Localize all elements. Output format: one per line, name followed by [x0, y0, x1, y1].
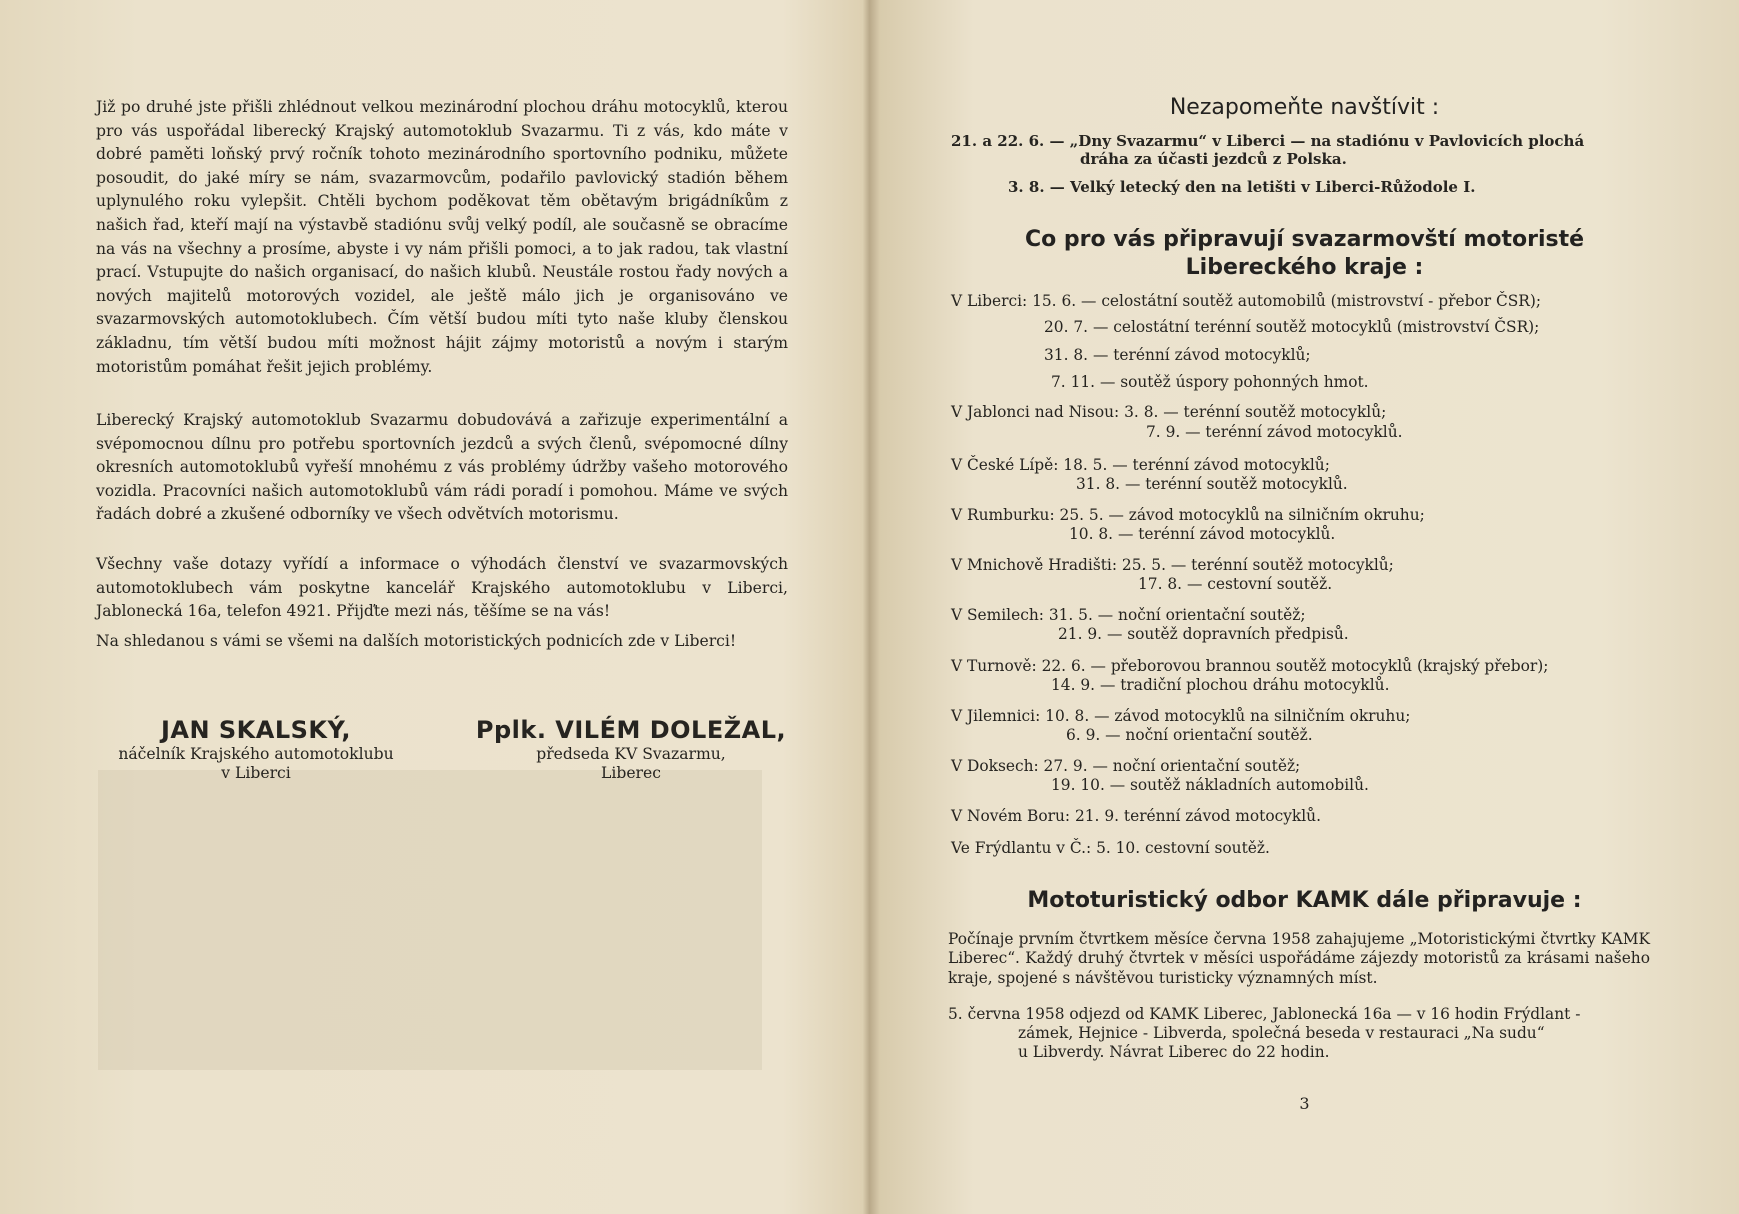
kamk-trip-line: u Libverdy. Návrat Liberec do 22 hodin. — [1018, 1043, 1330, 1061]
schedule-line: 7. 11. — soutěž úspory pohonných hmot. — [1051, 373, 1369, 391]
schedule-line: 31. 8. — terénní závod motocyklů; — [1044, 346, 1311, 364]
intro-paragraph: Již po druhé jste přišli zhlédnout velkou mezinárodní plochou dráhu motocyklů, kterou pro vás uspořádal liberecký Krajský automotoklub Svazarmu. Ti z vás, kdo máte v dobré paměti loňský prvý ročník tohoto mezinárodního sportovního podniku, můžete posoudit, do jaké míry se nám, svazarmovcům, podařilo pavlovický stadión během uplynulého roku vylepšit. Chtěli bychom poděkovat těm obětavým brigádníkům z našich řad, kteří mají na výstavbě stadiónu svůj velký podíl, ale současně se obracíme na vás na všechny a prosíme, abyste i vy nám přišli pomoci, a to jak radou, tak vlastní prací. Vstupujte do našich organisací, do našich klubů. Neustále rostou řady nových a nových majitelů motorových vozidel, ale ještě málo jich je organisováno ve svazarmovských automotoklubech. Čím větší budou míti tyto naše kluby členskou základnu, tím větší budou míti možnost hájit zájmy motoristů a novým i starým motoristům pomáhat řešit jejich problémy. — [96, 98, 788, 376]
schedule-line: Ve Frýdlantu v Č.: 5. 10. cestovní soutěž. — [951, 839, 1270, 857]
kamk-trip-line: zámek, Hejnice - Libverda, společná beseda v restauraci „Na sudu“ — [1018, 1024, 1545, 1042]
heading-prepare: Co pro vás připravují svazarmovští motoristé — [1024, 227, 1585, 252]
schedule-line: 19. 10. — soutěž nákladních automobilů. — [1051, 776, 1369, 794]
schedule-line: 17. 8. — cestovní soutěž. — [1138, 575, 1333, 593]
page-number: 3 — [1299, 1094, 1310, 1113]
schedule-line: 20. 7. — celostátní terénní soutěž motocyklů (mistrovství ČSR); — [1044, 318, 1540, 336]
heading-prepare-region: Libereckého kraje : — [1185, 255, 1424, 280]
signature-name: Pplk. VILÉM DOLEŽAL, — [475, 716, 787, 744]
schedule-line: 6. 9. — noční orientační soutěž. — [1066, 726, 1313, 744]
visit-item: 21. a 22. 6. — „Dny Svazarmu“ v Liberci — na stadiónu v Pavlovicích plochá — [951, 132, 1585, 150]
heading-kamk: Mototuristický odbor KAMK dále připravuje : — [1027, 888, 1582, 913]
signature-role-place: v Liberci — [221, 764, 291, 782]
signature-role: předseda KV Svazarmu, — [536, 745, 726, 763]
schedule-line: 31. 8. — terénní soutěž motocyklů. — [1076, 475, 1348, 493]
schedule-line: V Jilemnici: 10. 8. — závod motocyklů na silničním okruhu; — [951, 707, 1411, 725]
kamk-trip-line: 5. června 1958 odjezd od KAMK Liberec, Jablonecká 16a — v 16 hodin Frýdlant - — [948, 1005, 1581, 1023]
schedule-line: V Turnově: 22. 6. — přeborovou brannou soutěž motocyklů (krajský přebor); — [951, 657, 1549, 675]
faded-print-area — [98, 770, 762, 1070]
schedule-line: V Semilech: 31. 5. — noční orientační soutěž; — [951, 606, 1306, 624]
schedule-line: 14. 9. — tradiční plochou dráhu motocyklů. — [1051, 676, 1390, 694]
schedule-line: V Mnichově Hradišti: 25. 5. — terénní soutěž motocyklů; — [951, 556, 1394, 574]
schedule-line: V Novém Boru: 21. 9. terénní závod motocyklů. — [951, 807, 1321, 825]
schedule-line: V Rumburku: 25. 5. — závod motocyklů na silničním okruhu; — [951, 506, 1425, 524]
signature-name: JAN SKALSKÝ, — [160, 716, 352, 744]
signature-skalsky — [96, 715, 416, 783]
visit-item-continuation: dráha za účasti jezdců z Polska. — [1080, 150, 1347, 168]
contact-paragraph: Všechny vaše dotazy vyřídí a informace o výhodách členství ve svazarmovských automotoklubech vám poskytne kancelář Krajského automotoklubu v Liberci, Jablonecká 16a, telefon 4921. Přijďte mezi nás, těšíme se na vás! — [96, 555, 788, 621]
schedule-line: V Liberci: 15. 6. — celostátní soutěž automobilů (mistrovství - přebor ČSR); — [951, 292, 1542, 310]
kamk-paragraph: Počínaje prvním čtvrtkem měsíce června 1958 zahajujeme „Motoristickými čtvrtky KAMK Liberec“. Každý druhý čtvrtek v měsíci uspořádáme zájezdy motoristů za krásami našeho kraje, spojené s návštěvou turisticky významných míst. — [948, 930, 1650, 987]
schedule-line: 21. 9. — soutěž dopravních předpisů. — [1058, 625, 1349, 643]
farewell-paragraph: Na shledanou s vámi se všemi na dalších motoristických podnicích zde v Liberci! — [96, 632, 737, 650]
heading-visit: Nezapomeňte navštívit : — [1169, 95, 1440, 120]
schedule-line: V Jablonci nad Nisou: 3. 8. — terénní soutěž motocyklů; — [951, 403, 1387, 421]
signature-role: náčelník Krajského automotoklubu — [118, 745, 394, 763]
left-page — [0, 0, 868, 1214]
schedule-line: V České Lípě: 18. 5. — terénní závod motocyklů; — [951, 456, 1330, 474]
schedule-line: 10. 8. — terénní závod motocyklů. — [1069, 525, 1336, 543]
signature-dolezal — [466, 715, 796, 783]
workshop-paragraph: Liberecký Krajský automotoklub Svazarmu dobudovává a zařizuje experimentální a svépomocnou dílnu pro potřebu sportovních jezdců a svých členů, svépomocné dílny okresních automotoklubů vyřeší mnohému z vás problémy údržby vašeho motorového vozidla. Pracovníci našich automotoklubů vám rádi poradí i pomohou. Máme ve svých řadách dobré a zkušené odborníky ve všech odvětvích motorismu. — [96, 411, 788, 524]
schedule-line: V Doksech: 27. 9. — noční orientační soutěž; — [951, 757, 1301, 775]
signature-role-place: Liberec — [601, 764, 661, 782]
right-page — [870, 0, 1739, 1214]
schedule-line: 7. 9. — terénní závod motocyklů. — [1146, 423, 1403, 441]
visit-item: 3. 8. — Velký letecký den na letišti v Liberci-Růžodole I. — [1008, 178, 1476, 196]
